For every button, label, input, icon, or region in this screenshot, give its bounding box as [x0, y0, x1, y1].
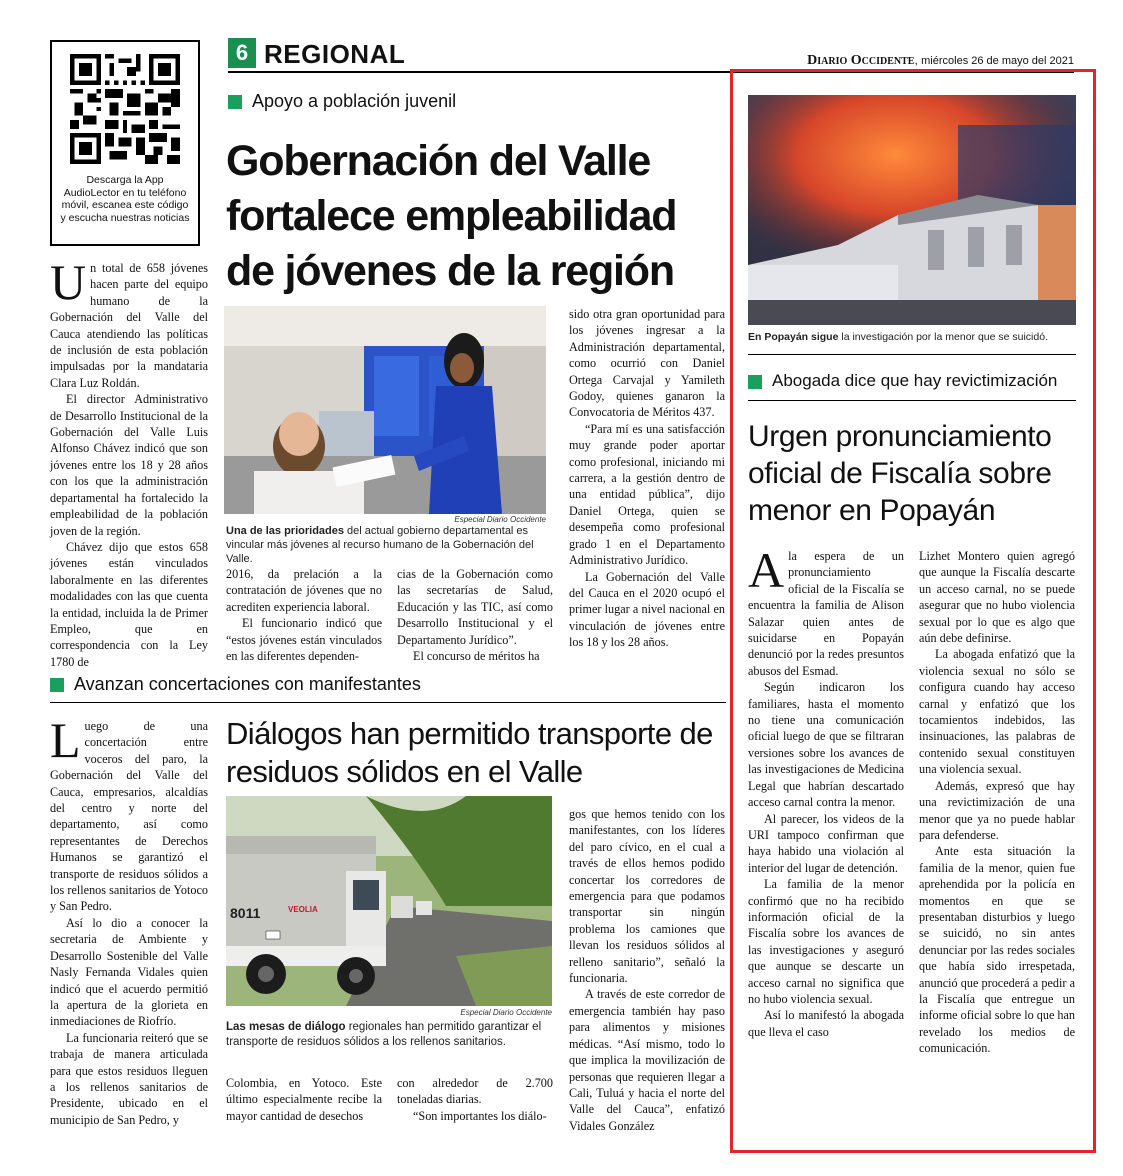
article3-col1-p1: la espera de un pronunciamiento oficial de la Fiscalía se encuentra la familia de Alison Salazar quien antes de suicidarse en Popayán denunció por la redes presuntos abusos del Esmad.: [748, 549, 904, 678]
article3-headline: Urgen pronunciamiento oficial de Fiscalía sobre menor en Popayán: [748, 420, 1052, 527]
section-title: REGIONAL: [264, 39, 406, 69]
article3-col1-p4: La familia de la menor confirmó que no ha recibido información oficial de la Fiscalía sobre los avances de las investigaciones y aseguró que aunque se descarte un acceso carnal no significa que no hubo violencia sexual.: [748, 877, 904, 1006]
article2-photo: [226, 796, 552, 1006]
article1-photo: [224, 306, 546, 514]
page-number: 6: [235, 40, 249, 65]
article2-col4-p2: A través de este corredor de emergencia también hay paso para alimentos y misiones médicas. “Así mismo, todo lo que implica la movilización de personas que requieren llegar a Cali, Tuluá y hacia el norte del Valle del Cauca”, enfatizó Vidales González: [569, 987, 725, 1133]
article3-col2-p2: La abogada enfatizó que la violencia sexual no sólo se configura cuando hay acceso carnal y enfatizó que los tocamientos indebidos, las insinuaciones, las palabras de contenido sexual constituyen una violencia sexual.: [919, 647, 1075, 777]
article3-col2-p3: Además, expresó que hay una revictimización de una menor que ya no puede hablar para defenderse.: [919, 778, 1075, 842]
article2-col4-p1: gos que hemos tenido con los manifestantes, con los líderes del paro cívico, en el cual a través de ellos hemos podido concertar los corredores de emergencia para que podamos transportar sin ningún problema los camiones que llevan los residuos sólidos al relleno sanitario”, señaló la funcionaria.: [569, 807, 725, 986]
article3-caption-bold: En Popayán sigue: [748, 331, 839, 343]
article3-col1-p3: Al parecer, los videos de la URI tampoco confirman que haya habido una violación al interior del lugar de detención.: [748, 811, 904, 875]
article1-col4-p3: La Gobernación del Valle del Cauca en el 2020 ocupó el primer lugar a nivel nacional en vinculación de jóvenes entre los 18 y los 28 años.: [569, 569, 725, 650]
article2-headline: Diálogos han permitido transporte de residuos sólidos en el Valle: [226, 716, 713, 789]
article3-kicker-text: Abogada dice que hay revictimización: [772, 371, 1058, 390]
article3-caption: [748, 330, 1078, 344]
article1-dropcap: U: [50, 254, 87, 310]
article2-photo-credit: Especial Diario Occidente: [460, 1008, 552, 1017]
article2-rule: [50, 702, 726, 703]
article1-col2: [226, 566, 382, 664]
article1-caption: [226, 524, 548, 566]
masthead-line: Diario Occidente, miércoles 26 de mayo del 2021: [807, 53, 1074, 68]
article2-col1-p2: Así lo dio a conocer la secretaria de Ambiente y Desarrollo Sostenible del Valle Nasly Fernanda Vidales quien indicó que el acuerdo permitió la apertura de la glorieta en inmediaciones de Riofrío.: [50, 915, 208, 1029]
article1-col4-p2: “Para mí es una satisfacción muy grande poder aportar como profesional, iniciando mi carrera, a la gestión dentro de una entidad pública”, dijo Daniel Ortega, quien se desempeña como profesional grado 1 en el Departamento Administrativo Jurídico.: [569, 421, 725, 568]
article1-col2-p2: El funcionario indicó que “estos jóvenes están vinculados en las diferentes dependen-: [226, 616, 382, 664]
truck-number: 8011: [230, 905, 261, 921]
article3-col1-p2: Según indicaron los familiares, hasta el momento no tiene una comunicación oficial luego de que se filtraran versiones sobre los avances de las investigaciones de Medicina Legal que habrían descartado acceso carnal contra la menor.: [748, 680, 904, 810]
article3-col2: [919, 548, 1075, 1057]
article2-col2: [226, 1075, 382, 1124]
article3-caption-rest: la investigación por la menor que se suicidó.: [838, 331, 1048, 343]
article1-col1-p2: El director Administrativo de Desarrollo Institucional de la Gobernación del Valle Luis Alfonso Chávez indicó que son jóvenes entre los 18 y 28 años con los que la administración departamental ha fortalecido la empleabilidad de la población joven de la región.: [50, 392, 208, 538]
article2-dropcap: L: [50, 712, 81, 768]
article1-caption-rest: del actual gobierno departamental es vincular más jóvenes al recurso humano de la Gobernación del Valle.: [226, 525, 534, 565]
paper-name: Diario Occidente: [807, 53, 915, 68]
article2-kicker: [50, 673, 421, 695]
article1-kicker-text: Apoyo a población juvenil: [252, 91, 457, 111]
article1-col2-p1: 2016, da prelación a la contratación de jóvenes que no acrediten experiencia laboral.: [226, 567, 382, 614]
kicker-square-icon: [748, 375, 762, 389]
article1-col1-p3: Chávez dijo que estos 658 jóvenes están vinculados laboralmente en las diferentes modalidades con las que cuenta la entidad, incluida la de Primer Empleo, que en correspondencia con la Ley 1780 de: [50, 539, 208, 669]
article1-col4-p1: sido otra gran oportunidad para los jóvenes ingresar a la Administración departamental, como ocurrió con Daniel Ortega Carvajal y Yamileth Godoy, quienes ganaron la Convocatoria de Méritos 437.: [569, 307, 725, 420]
article2-col3-p2: “Son importantes los diálo-: [413, 1108, 547, 1123]
article1-col3-p1: cias de la Gobernación como las secretarías de Salud, Educación y las TIC, así como Desarrollo Institucional y el Departamento Jurídico”.: [397, 567, 553, 647]
article3-kicker: [748, 370, 1057, 392]
qr-code-icon[interactable]: [70, 54, 180, 164]
truck-brand: VEOLIA: [288, 905, 318, 914]
article1-col4: [569, 306, 725, 651]
article1-headline: Gobernación del Valle fortalece empleabilidad de jóvenes de la región: [226, 137, 677, 295]
article1-col3: [397, 566, 553, 664]
article2-caption-bold: Las mesas de diálogo: [226, 1021, 346, 1033]
qr-box: [50, 40, 200, 246]
page-number-badge: [228, 38, 256, 68]
article3-col1: [748, 542, 904, 1040]
kicker-square-icon: [50, 678, 64, 692]
article3-kicker-rule: [748, 400, 1076, 401]
article2-col3: [397, 1075, 553, 1124]
article2-col1: [50, 712, 208, 1128]
article1-caption-bold: Una de las prioridades: [226, 525, 344, 537]
article3-col2-p4: Ante esta situación la familia de la menor, quien fue aprehendida por la policía en momentos en que se presentaban disturbios y luego se suicidó, no sin antes denunciar por las redes sociales que había sido irrespetada, anunció que procederá a pedir a la Fiscalía que entregue un informe oficial sobre lo que han revelado los medios de comunicación.: [919, 844, 1076, 1056]
article1-kicker: [228, 90, 456, 112]
article1-col1-p1: n total de 658 jóvenes hacen parte del equipo humano de la Gobernación del Valle del Cauca atendiendo las políticas de inclusión de esta población impulsadas por la mandataria Clara Luz Roldán.: [50, 261, 208, 390]
article2-col1-p1: uego de una concertación entre voceros del paro, la Gobernación del Valle del Cauca, empresarios, alcaldías del centro y norte del departamento, así como representantes de Derechos Humanos se garantizó el transporte de residuos sólidos a los rellenos sanitarios de Yotoco y San Pedro.: [50, 719, 208, 914]
article2-kicker-text: Avanzan concertaciones con manifestantes: [74, 674, 421, 694]
article1-col3-p2: El concurso de méritos ha: [413, 649, 540, 664]
article2-caption-rest: regionales han permitido garantizar el transporte de residuos sólidos a los rellenos sanitarios.: [226, 1021, 542, 1048]
article1-col1: [50, 254, 208, 670]
article3-dropcap: A: [748, 542, 785, 598]
article2-col2-p1: Colombia, en Yotoco. Este último especialmente recibe la mayor cantidad de desechos: [226, 1076, 382, 1123]
article3-col1-p5: Así lo manifestó la abogada que lleva el caso: [748, 1008, 904, 1039]
article2-col1-p3: La funcionaria reiteró que se trabaja de manera articulada para que estos residuos lleguen a los rellenos sanitarios de Presidente, ubicado en el municipio de San Pedro, y: [50, 1030, 208, 1127]
article3-col2-p1: Lizhet Montero quien agregó que aunque la Fiscalía descarte un acceso carnal, no se puede asegurar que no hubo violencia sexual por lo que es algo que aún debe definirse.: [919, 549, 1075, 646]
article1-photo-credit: Especial Diario Occidente: [454, 515, 546, 524]
article3-caption-rule: [748, 354, 1076, 355]
article2-col3-p1: con alrededor de 2.700 toneladas diarias.: [397, 1076, 553, 1107]
article2-caption: [226, 1020, 552, 1050]
article2-col4: [569, 806, 725, 1134]
article3-photo: [748, 95, 1076, 325]
kicker-square-icon: [228, 95, 242, 109]
issue-date: miércoles 26 de mayo del 2021: [921, 55, 1074, 67]
qr-caption: Descarga la App AudioLector en tu teléfono móvil, escanea este código y escucha nuestras noticias: [60, 174, 190, 224]
